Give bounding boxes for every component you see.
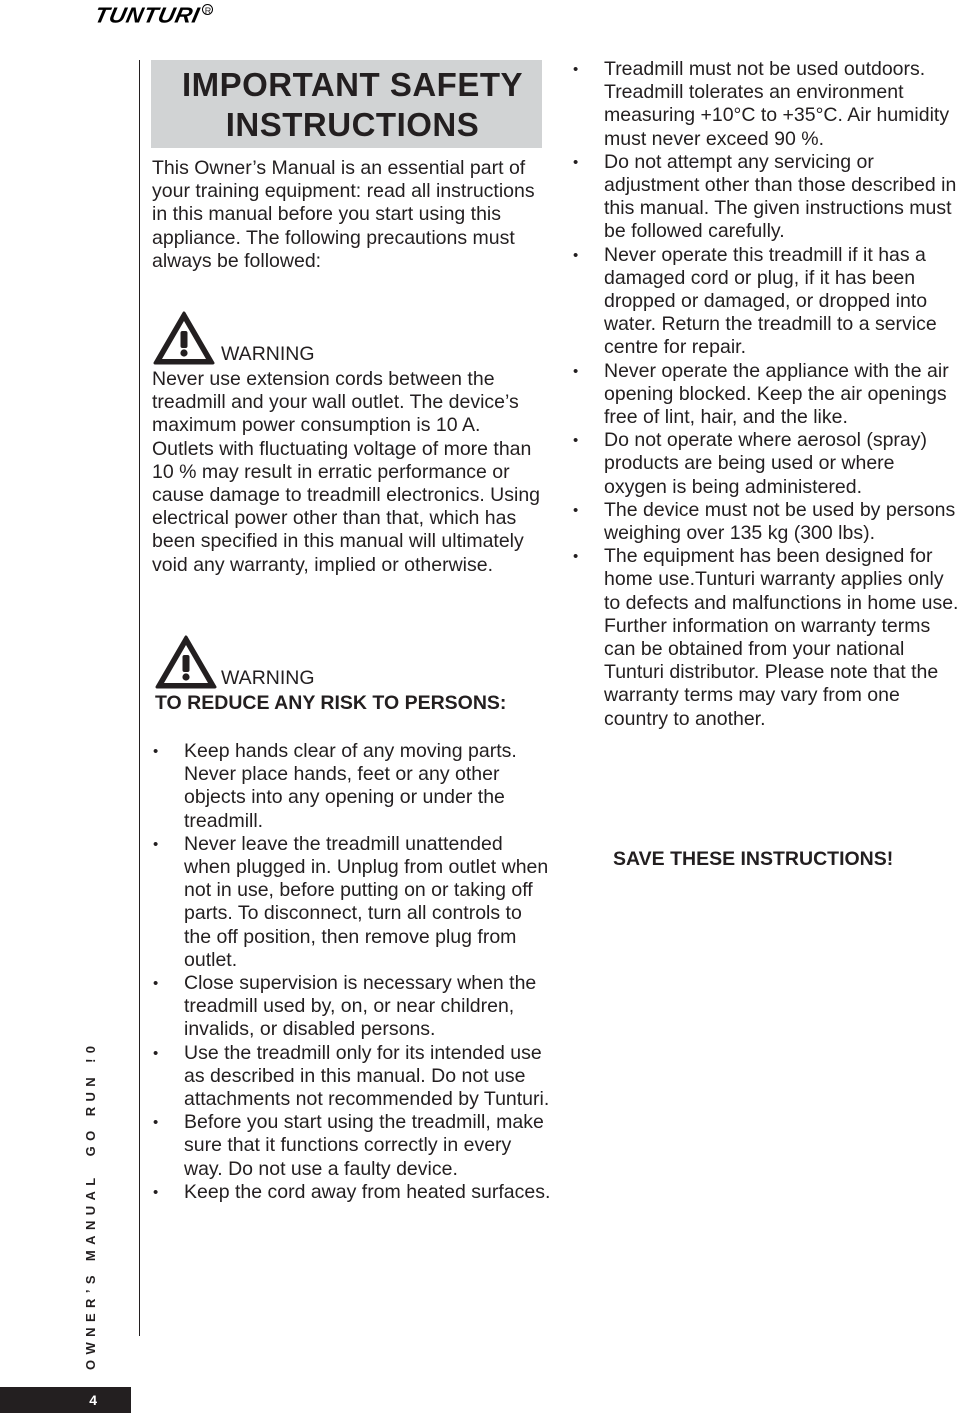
safety-list-left bbox=[152, 740, 552, 1204]
safety-list-right bbox=[572, 58, 960, 731]
list-item: • Do not operate where aerosol (spray) products are being used or where oxygen is being administered. bbox=[572, 429, 960, 499]
list-item: • Do not attempt any servicing or adjustment other than those described in this manual. The given instructions must be followed carefully. bbox=[572, 151, 960, 244]
page-title-line-1: IMPORTANT SAFETY bbox=[181, 66, 524, 103]
list-item: • Never leave the treadmill unattended when plugged in. Unplug from outlet when not in use, before putting on or taking off parts. To disconnect, turn all controls to the off position, then remove plug from outlet. bbox=[152, 833, 552, 972]
list-item: • The device must not be used by persons weighing over 135 kg (300 lbs). bbox=[572, 499, 960, 545]
list-item: • Never operate this treadmill if it has a damaged cord or plug, if it has been dropped or damaged, or dropped into water. Return the treadmill to a service centre for repair. bbox=[572, 244, 960, 360]
page-title bbox=[151, 60, 542, 148]
list-item: • Close supervision is necessary when the treadmill used by, on, or near children, invalids, or disabled persons. bbox=[152, 972, 552, 1042]
tunturi-logo bbox=[92, 2, 213, 28]
page-title-line-2: INSTRUCTIONS bbox=[225, 106, 480, 143]
warning-label: WARNING bbox=[221, 343, 315, 365]
warning-label: WARNING bbox=[221, 667, 315, 689]
list-item: • Treadmill must not be used outdoors. Treadmill tolerates an environment measuring +10°C to +35°C. Air humidity must never exceed 90 %. bbox=[572, 58, 960, 151]
list-item: • Before you start using the treadmill, make sure that it functions correctly in every way. Do not use a faulty device. bbox=[152, 1111, 552, 1181]
save-instructions-heading: SAVE THESE INSTRUCTIONS! bbox=[613, 848, 894, 870]
list-item: • Never operate the appliance with the air opening blocked. Keep the air openings free of lint, hair, and the like. bbox=[572, 360, 960, 430]
side-running-title bbox=[80, 1040, 100, 1370]
brand-name: TUNTURI bbox=[92, 2, 203, 28]
intro-paragraph: This Owner’s Manual is an essential part of your training equipment: read all instructions in this manual before you start using this appliance. The following precautions must always be followed: bbox=[152, 157, 535, 272]
vertical-divider bbox=[139, 60, 140, 1336]
side-title-model: GO RUN !0 bbox=[82, 1040, 98, 1157]
warning-risk-subtitle: TO REDUCE ANY RISK TO PERSONS: bbox=[155, 692, 507, 714]
list-item: • Keep hands clear of any moving parts. Never place hands, feet or any other objects into any opening or under the treadmill. bbox=[152, 740, 552, 833]
warning-triangle-icon bbox=[155, 635, 217, 689]
list-item: • Use the treadmill only for its intended use as described in this manual. Do not use attachments not recommended by Tunturi. bbox=[152, 1042, 552, 1112]
list-item: • Keep the cord away from heated surfaces. bbox=[152, 1181, 552, 1204]
list-item: • The equipment has been designed for home use.Tunturi warranty applies only to defects and malfunctions in home use. Further information on warranty terms can be obtained from your national Tunturi distributor. Please note that the warranty terms may vary from one country to another. bbox=[572, 545, 960, 731]
side-title-manual: OWNER’S MANUAL bbox=[82, 1172, 98, 1370]
warning-triangle-icon bbox=[153, 311, 215, 365]
page-number: 4 bbox=[0, 1387, 131, 1413]
warning-extension-cords-text: Never use extension cords between the treadmill and your wall outlet. The device’s maximum power consumption is 10 A. Outlets with fluctuating voltage of more than 10 % may result in erratic performance or cause damage to treadmill electronics. Using electrical power other than that, which has been specified in this manual will ultimately void any warranty, implied or otherwise. bbox=[152, 368, 541, 576]
registered-mark: R bbox=[202, 4, 213, 15]
